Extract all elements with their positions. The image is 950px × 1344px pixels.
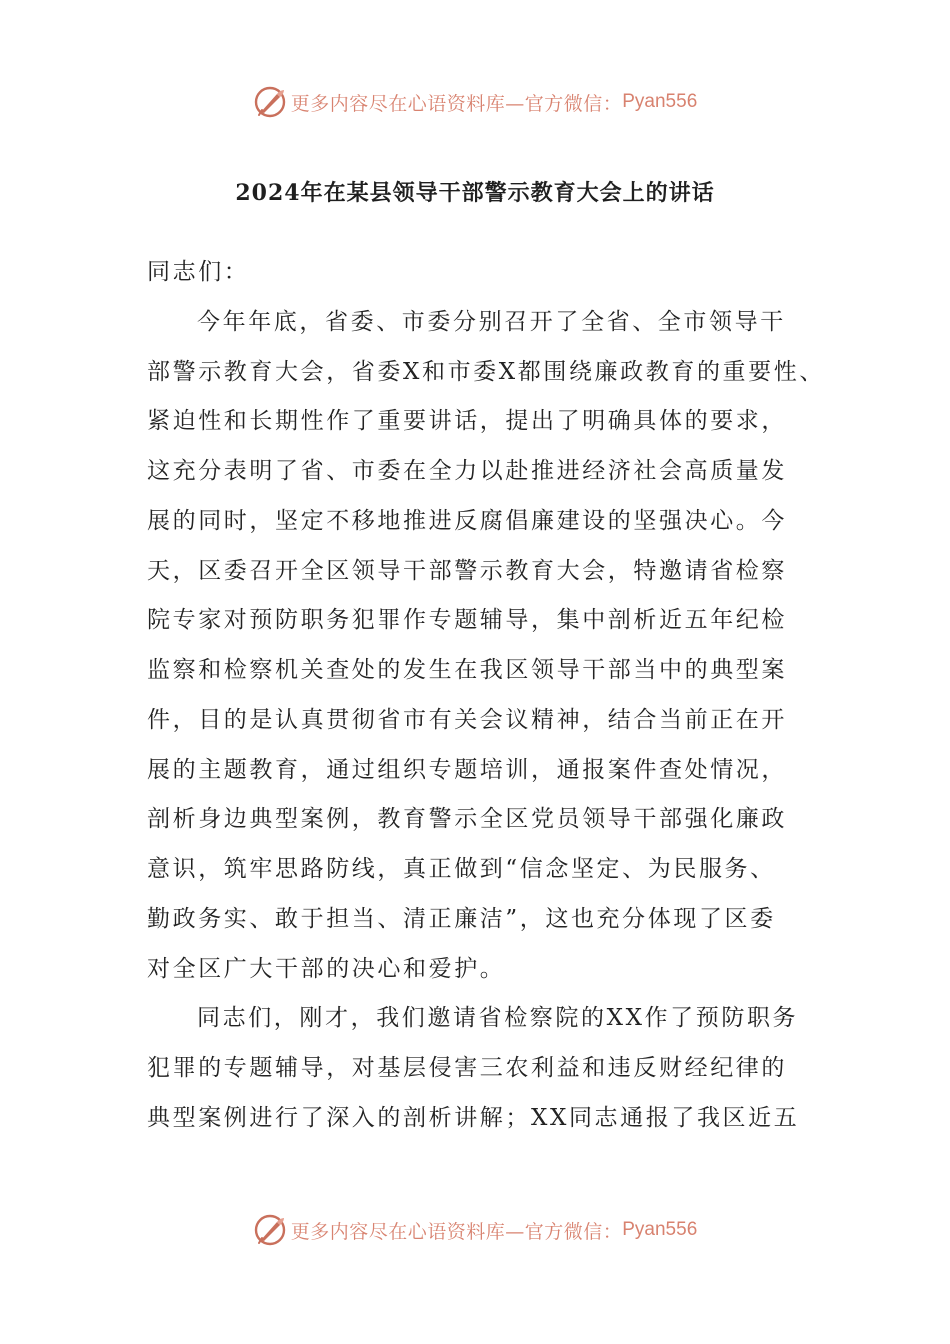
footer-watermark-banner — [0, 1210, 950, 1250]
text-line: 今年年底，省委、市委分别召开了全省、全市领导干 — [197, 308, 786, 335]
text-line: 部警示教育大会，省委X和市委X都围绕廉政教育的重要性、 — [147, 358, 825, 385]
document-title: 2024年在某县领导干部警示教育大会上的讲话 — [235, 180, 715, 206]
text-line: 展的主题教育，通过组织专题培训，通报案件查处情况， — [147, 756, 787, 783]
quill-pen-logo-icon — [253, 1213, 287, 1247]
text-line: 院专家对预防职务犯罪作专题辅导，集中剖析近五年纪检 — [147, 607, 787, 634]
banner-text: 更多内容尽在心语资料库—官方微信： — [290, 92, 623, 115]
text-line: 这充分表明了省、市委在全力以赴推进经济社会高质量发 — [147, 458, 787, 484]
text-line: 展的同时，坚定不移地推进反腐倡廉建设的坚强决心。今 — [147, 507, 787, 534]
quill-pen-logo-icon — [253, 85, 287, 119]
text-line: 同志们： — [147, 259, 250, 285]
text-line: 犯罪的专题辅导，对基层侵害三农利益和违反财经纪律的 — [147, 1055, 787, 1081]
text-line: 剖析身边典型案例，教育警示全区党员领导干部强化廉政 — [147, 806, 787, 833]
banner-wechat-handle: Pyan556 — [622, 1219, 698, 1240]
text-line: 勤政务实、敢于担当、清正廉洁”，这也充分体现了区委 — [147, 905, 776, 932]
text-line: 件，目的是认真贯彻省市有关会议精神，结合当前正在开 — [147, 706, 787, 733]
banner-wechat-handle: Pyan556 — [622, 91, 698, 112]
document-body — [147, 248, 827, 1144]
header-watermark-banner — [0, 82, 950, 122]
banner-text: 更多内容尽在心语资料库—官方微信： — [290, 1220, 623, 1243]
text-line: 天，区委召开全区领导干部警示教育大会，特邀请省检察 — [147, 557, 787, 584]
text-line: 紧迫性和长期性作了重要讲话，提出了明确具体的要求， — [147, 408, 787, 435]
text-line: 监察和检察机关查处的发生在我区领导干部当中的典型案 — [147, 657, 787, 683]
text-line: 意识，筑牢思路防线，真正做到“信念坚定、为民服务、 — [147, 856, 776, 882]
text-line: 同志们，刚才，我们邀请省检察院的XX作了预防职务 — [197, 1005, 799, 1032]
text-line: 对全区广大干部的决心和爱护。 — [147, 955, 506, 982]
text-line: 典型案例进行了深入的剖析讲解；XX同志通报了我区近五 — [147, 1104, 800, 1131]
